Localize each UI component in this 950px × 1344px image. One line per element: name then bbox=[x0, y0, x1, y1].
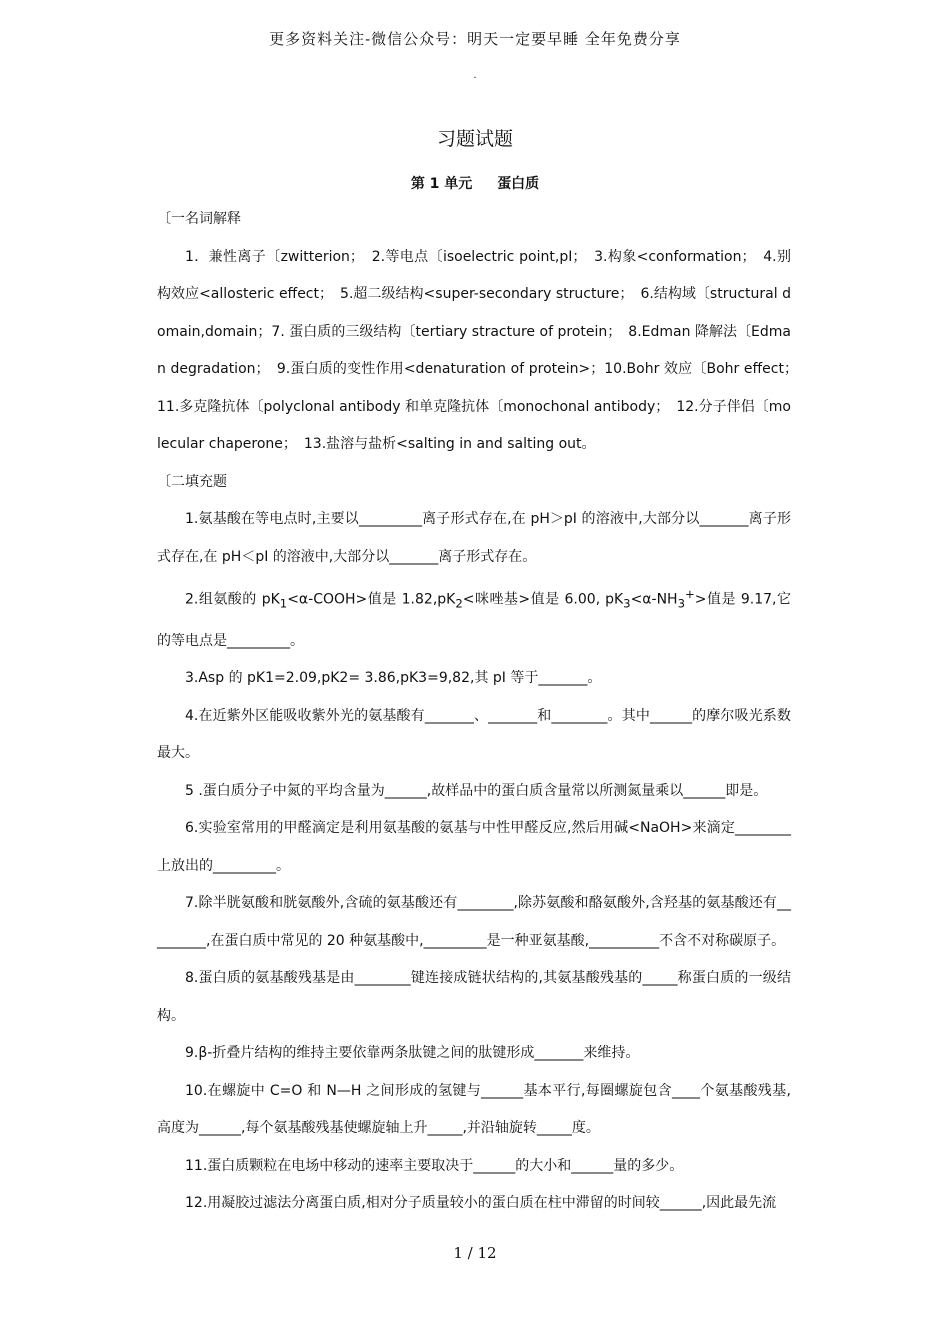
question-6: 6.实验室常用的甲醛滴定是利用氨基酸的氨基与中性甲醛反应,然后用碱<NaOH>来滴定________上放出的_________。 bbox=[157, 820, 791, 874]
question-9: 9.β-折叠片结构的维持主要依靠两条肽键之间的肽键形成_______来维持。 bbox=[185, 1045, 640, 1062]
question-4: 4.在近紫外区能吸收紫外光的氨基酸有_______、_______和________。其中______的摩尔吸光系数最大。 bbox=[157, 707, 791, 762]
document-title: 习题试题 bbox=[436, 128, 513, 150]
question-2: 2.组氨酸的 $pK_1<\alpha-COOH>$值是 $1.82,pK_2<$咪唑基>值是 6.00, $pK_3<\alpha-NH_3^+>$值是 9.17,它的等电点是_________。 bbox=[157, 587, 791, 649]
question-12: 12.用凝胶过滤法分离蛋白质,相对分子质量较小的蛋白质在柱中滞留的时间较______,因此最先流 bbox=[185, 1195, 777, 1212]
section-heading-fill-in: 〔二填充题 bbox=[157, 473, 227, 490]
question-11: 11.蛋白质颗粒在电场中移动的速率主要取决于______的大小和______量的多少。 bbox=[185, 1157, 684, 1174]
question-1: 1.氨基酸在等电点时,主要以_________离子形式存在,在 pH＞pI 的溶液中,大部分以_______离子形式存在,在 pH＜pI 的溶液中,大部分以_______离子形式存在。 bbox=[157, 511, 791, 565]
document-body bbox=[157, 201, 805, 1223]
question-8: 8.蛋白质的氨基酸残基是由________键连接成链状结构的,其氨基酸残基的_____称蛋白质的一级结构。 bbox=[157, 970, 791, 1024]
page-number: 1 / 12 bbox=[453, 1244, 497, 1262]
unit-name: 蛋白质 bbox=[497, 176, 540, 192]
header-note: 更多资料关注-微信公众号：明天一定要早睡 全年免费分享 bbox=[269, 30, 681, 48]
unit-number: 第 1 单元 bbox=[410, 176, 473, 192]
question-10: 10.在螺旋中 C=O 和 N—H 之间形成的氢键与______基本平行,每圈螺旋包含____个氨基酸残基,高度为______,每个氨基酸残基使螺旋轴上升_____,并沿轴旋转_____度。 bbox=[157, 1082, 791, 1137]
question-3: 3.Asp 的 pK1=2.09,pK2= 3.86,pK3=9,82,其 pI 等于_______。 bbox=[185, 670, 602, 687]
definitions-paragraph: 1．兼性离子〔zwitterion； 2.等电点〔isoelectric point,pI； 3.构象<conformation； 4.别构效应<allosteric effect； 5.超二级结构<super-secondary structure； 6.结构域〔structural domain,domain；7. 蛋白质的三级结构〔tertiary stracture of protein； 8.Edman 降解法〔Edman degradation； 9.蛋白质的变性作用<denaturation of protein>；10.Bohr 效应〔Bohr effect； 11.多克隆抗体〔polyclonal antibody 和单克隆抗体〔monochonal antibody； 12.分子伴侣〔molecular chaperone； 13.盐溶与盐析<salting in and salting out。 bbox=[157, 248, 805, 452]
question-5: 5 .蛋白质分子中氮的平均含量为______,故样品中的蛋白质含量常以所测氮量乘以______即是。 bbox=[185, 782, 768, 799]
question-7: 7.除半胱氨酸和胱氨酸外,含硫的氨基酸还有________,除苏氨酸和酪氨酸外,含羟基的氨基酸还有_________,在蛋白质中常见的 20 种氨基酸中,_________是一种亚氨基酸,__________不含不对称碳原子。 bbox=[157, 895, 791, 949]
unit-heading bbox=[0, 173, 950, 193]
header-dot: . bbox=[473, 70, 477, 81]
section-heading-definitions: 〔一名词解释 bbox=[157, 211, 241, 227]
